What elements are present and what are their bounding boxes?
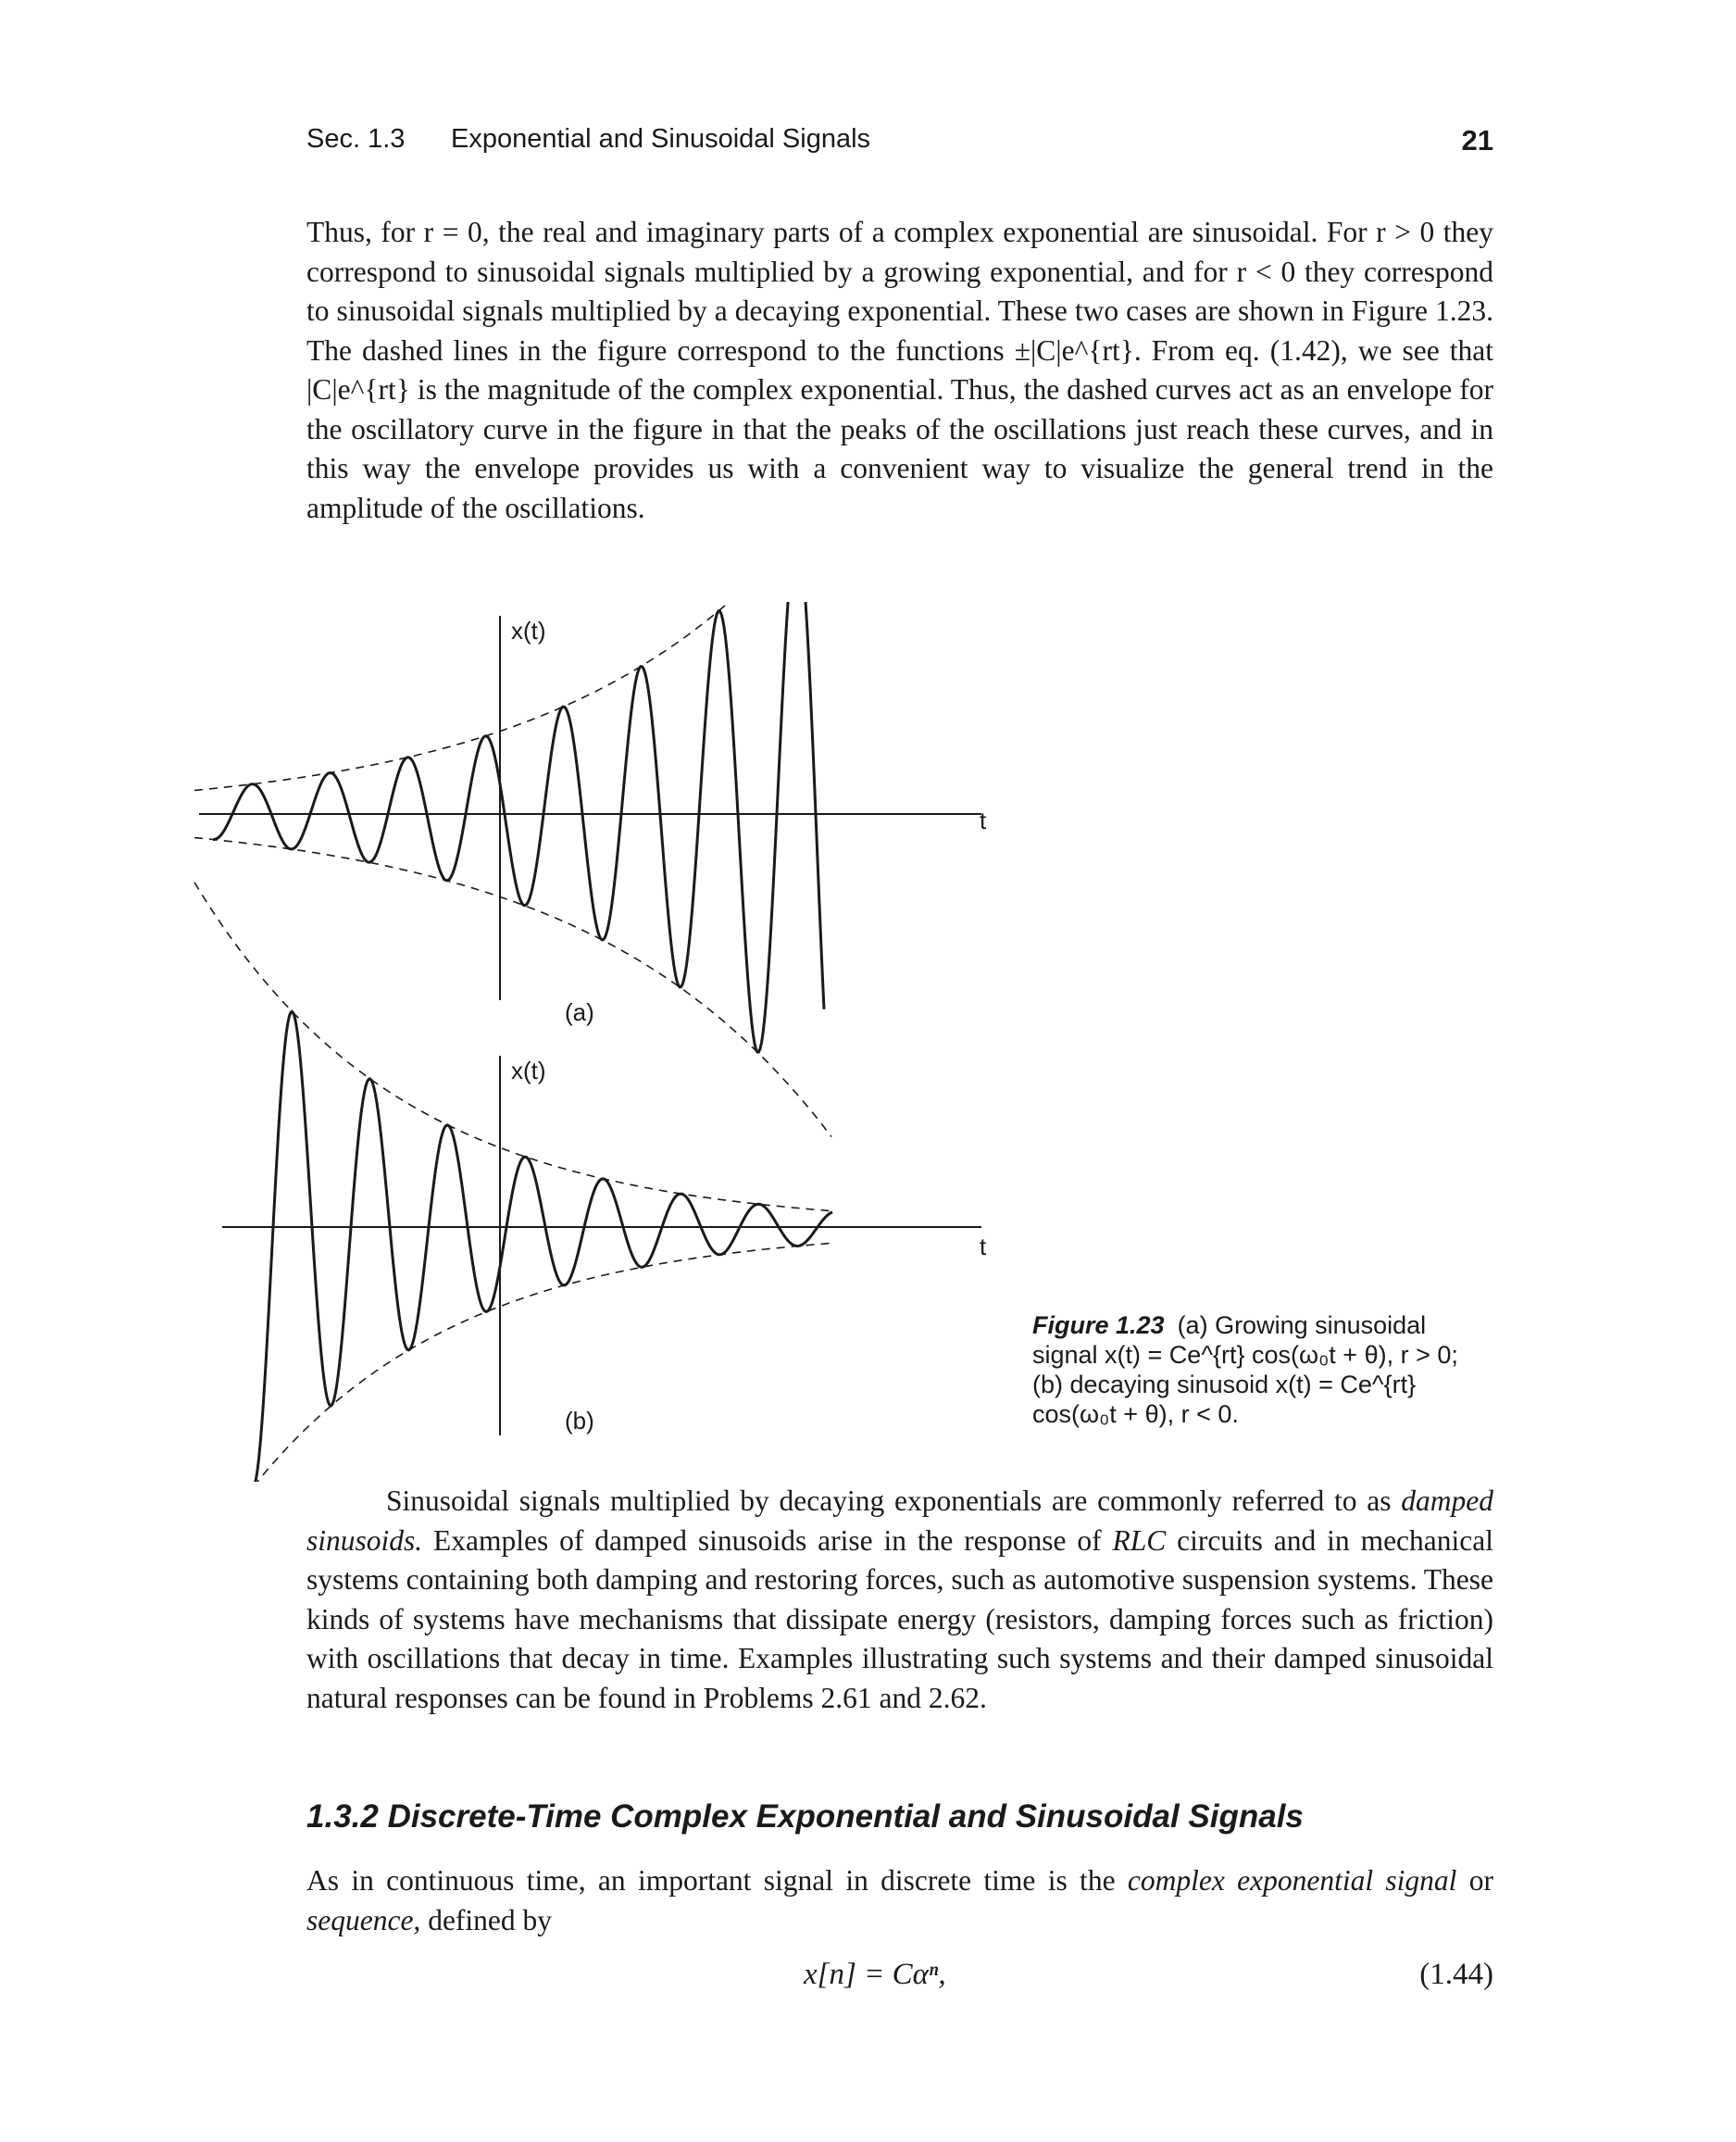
envelope-upper-b [194,883,831,1211]
term-sequence: sequence, [306,1903,421,1936]
text-run: Sinusoidal signals multiplied by decaying exponentials are commonly referred to as [386,1484,1402,1517]
y-axis-label-a: x(t) [511,617,546,645]
term-damped-sinusoids: damped sinusoids. [306,1484,1493,1557]
section-title: Exponential and Sinusoidal Signals [451,124,871,154]
section-number: Sec. 1.3 [306,124,406,154]
running-head [306,124,1493,161]
section-heading: 1.3.2 Discrete-Time Complex Exponential and Sinusoidal Signals [306,1798,1304,1835]
paragraph-intro: Thus, for r = 0, the real and imaginary parts of a complex exponential are sinusoidal. For r > 0 they correspond to sinusoidal signals multiplied by a growing exponential, and for r < 0 they correspond to sinusoidal signals multiplied by a decaying exponential. These two cases are shown in Figure 1.23. The dashed lines in the figure correspond to the functions ±|C|e^{rt}. From eq. (1.42), we see that |C|e^{rt} is the magnitude of the complex exponential. Thus, the dashed curves act as an envelope for the oscillatory curve in the figure in that the peaks of the oscillations just reach these curves, and in this way the envelope provides us with a convenient way to visualize the general trend in the amplitude of the oscillations. [306,216,1493,524]
panel-b [194,883,987,1482]
text-run: circuits and in mechanical systems containing both damping and restoring forces, such as automotive suspension systems. These kinds of systems have mechanisms that dissipate energy (resistors, damping forces such as friction) with oscillations that decay in time. Examples illustrating such systems and their damped sinusoidal natural responses can be found in Problems 2.61 and 2.62. [306,1523,1493,1714]
panel-a [194,602,987,1137]
x-axis-label-b: t [980,1233,987,1260]
caption-label: Figure 1.23 [1032,1311,1165,1339]
envelope-lower-b [194,1243,831,1482]
text-run: As in continuous time, an important signal in discrete time is the [306,1864,1128,1897]
text-run: Examples of damped sinusoids arise in the response of [422,1523,1113,1557]
term-rlc: RLC [1112,1523,1167,1557]
paragraph-damped [306,1482,1493,1718]
term-complex-exponential: complex exponential signal [1127,1864,1457,1897]
caption-text: (a) Growing sinusoidal signal x(t) = Ce^{rt} cos(ω₀t + θ), r > 0; (b) decaying sinusoid x(t) = Ce^{rt} cos(ω₀t + θ), r < 0. [1032,1311,1458,1428]
text-run: defined by [420,1903,553,1936]
x-axis-label-a: t [980,807,987,834]
text-run: or [1456,1864,1494,1897]
growing-sinusoid-curve [213,602,824,1052]
y-axis-label-b: x(t) [511,1057,546,1084]
equation-number: (1.44) [1419,1958,1493,1991]
panel-label-b: (b) [565,1407,594,1434]
paragraph-discrete [306,1861,1493,1940]
equation-1-44: x[n] = Cαⁿ, [804,1958,946,1991]
page-number: 21 [1461,124,1493,157]
envelope-lower-a [194,838,831,1137]
figure-caption [1032,1310,1495,1429]
panel-label-a: (a) [565,998,594,1026]
